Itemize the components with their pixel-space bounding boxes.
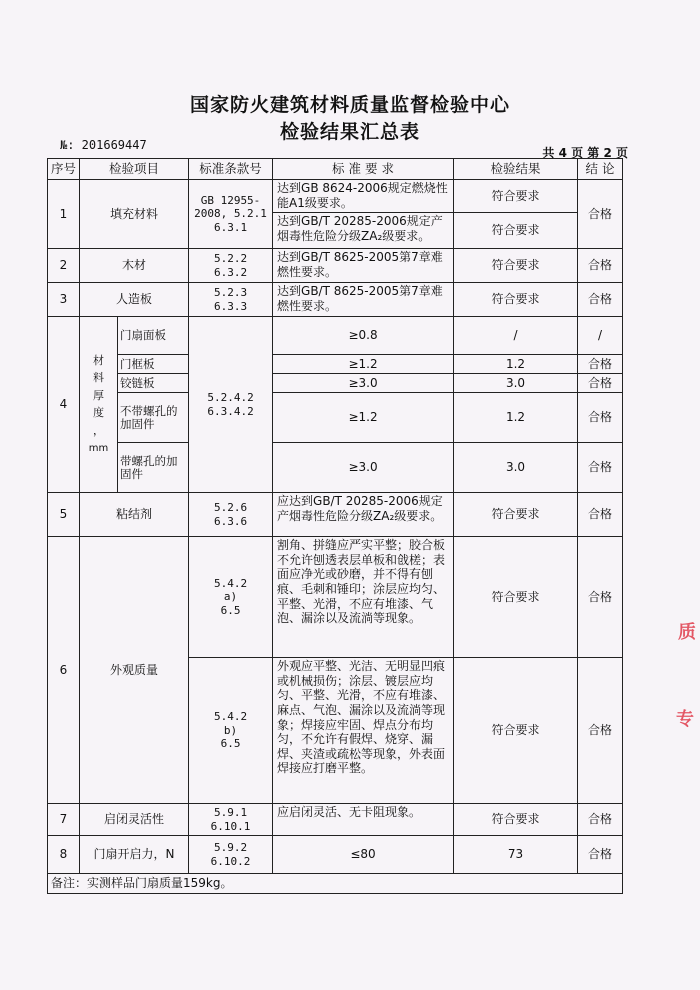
row-result: 符合要求 xyxy=(454,537,578,658)
row-requirement: 达到GB/T 8625-2005第7章难燃性要求。 xyxy=(273,249,454,283)
table-row xyxy=(48,249,623,283)
row-clause: 5.9.1 6.10.1 xyxy=(189,804,273,836)
row-requirement: 达到GB/T 8625-2005第7章难燃性要求。 xyxy=(273,283,454,317)
row-item: 启闭灵活性 xyxy=(80,804,189,836)
sub-requirement: ≥3.0 xyxy=(273,443,454,493)
table-row xyxy=(48,393,623,443)
table-row xyxy=(48,443,623,493)
sub-result: / xyxy=(454,317,578,355)
sub-conclusion: 合格 xyxy=(578,443,623,493)
row-clause: 5.9.2 6.10.2 xyxy=(189,836,273,874)
sub-result: 1.2 xyxy=(454,355,578,374)
results-table xyxy=(47,158,623,894)
stamp-char: 专 xyxy=(676,709,694,730)
row-conclusion: 合格 xyxy=(578,836,623,874)
page-info: 共 4 页 第 2 页 xyxy=(542,146,628,160)
report-title: 国家防火建筑材料质量监督检验中心 xyxy=(189,94,510,116)
row-item-label: 材 料 厚 度 ， xyxy=(93,353,104,437)
row-item: 填充材料 xyxy=(80,180,189,249)
sub-item-name: 铰链板 xyxy=(118,374,189,393)
row-conclusion: 合格 xyxy=(578,658,623,804)
table-row xyxy=(48,493,623,537)
col-header-clause: 标准条款号 xyxy=(189,159,273,180)
table-row xyxy=(48,374,623,393)
sub-item-name: 门框板 xyxy=(118,355,189,374)
sub-requirement: ≥1.2 xyxy=(273,355,454,374)
row-clause: 5.4.2 a) 6.5 xyxy=(189,537,273,658)
row-item: 人造板 xyxy=(80,283,189,317)
row-conclusion: 合格 xyxy=(578,249,623,283)
row-clause: 5.4.2 b) 6.5 xyxy=(189,658,273,804)
header-row xyxy=(48,159,623,180)
row-clause: 5.2.2 6.3.2 xyxy=(189,249,273,283)
row-result: 73 xyxy=(454,836,578,874)
sub-result: 3.0 xyxy=(454,443,578,493)
row-item-unit: mm xyxy=(88,443,109,455)
table-row xyxy=(48,180,623,213)
row-requirement: 应启闭灵活、无卡阻现象。 xyxy=(273,804,454,836)
row-no: 5 xyxy=(48,493,80,537)
col-header-requirement: 标 准 要 求 xyxy=(273,159,454,180)
row-no: 7 xyxy=(48,804,80,836)
row-conclusion: 合格 xyxy=(578,283,623,317)
row-result: 符合要求 xyxy=(454,283,578,317)
row-clause: GB 12955-2008, 5.2.1 6.3.1 xyxy=(189,180,273,249)
sub-conclusion: 合格 xyxy=(578,355,623,374)
row-conclusion: 合格 xyxy=(578,804,623,836)
sub-requirement: ≥0.8 xyxy=(273,317,454,355)
row-item: 木材 xyxy=(80,249,189,283)
table-row xyxy=(48,804,623,836)
row-result: 符合要求 xyxy=(454,804,578,836)
row-item xyxy=(80,317,118,493)
sub-item-name: 带螺孔的加固件 xyxy=(118,443,189,493)
col-header-item: 检验项目 xyxy=(80,159,189,180)
row-conclusion: 合格 xyxy=(578,493,623,537)
table-row xyxy=(48,355,623,374)
sub-requirement: ≥1.2 xyxy=(273,393,454,443)
sub-item-name: 不带螺孔的加固件 xyxy=(118,393,189,443)
row-conclusion: 合格 xyxy=(578,180,623,249)
row-no: 2 xyxy=(48,249,80,283)
row-requirement: 应达到GB/T 20285-2006规定产烟毒性危险分级ZA₂级要求。 xyxy=(273,493,454,537)
stamp-char: 质 xyxy=(678,622,696,643)
row-item: 门扇开启力，N xyxy=(80,836,189,874)
table-row xyxy=(48,537,623,658)
row-requirement: 达到GB/T 20285-2006规定产烟毒性危险分级ZA₂级要求。 xyxy=(273,213,454,249)
row-clause: 5.2.6 6.3.6 xyxy=(189,493,273,537)
col-header-no: 序号 xyxy=(48,159,80,180)
sub-conclusion: / xyxy=(578,317,623,355)
row-result: 符合要求 xyxy=(454,213,578,249)
row-item: 外观质量 xyxy=(80,537,189,804)
report-subtitle: 检验结果汇总表 xyxy=(279,121,420,143)
sub-requirement: ≥3.0 xyxy=(273,374,454,393)
col-header-result: 检验结果 xyxy=(454,159,578,180)
table-row xyxy=(48,836,623,874)
row-no: 4 xyxy=(48,317,80,493)
row-requirement: 达到GB 8624-2006规定燃烧性能A1级要求。 xyxy=(273,180,454,213)
row-item: 粘结剂 xyxy=(80,493,189,537)
row-clause: 5.2.4.2 6.3.4.2 xyxy=(189,317,273,493)
row-requirement: 外观应平整、光洁、无明显凹痕或机械损伤；涂层、镀层应均匀、平整、光滑，不应有堆漆、麻点、气泡、漏涂以及流淌等现象；焊接应牢固、焊点分布均匀，不允许有假焊、烧穿、漏焊、夹渣或疏松等现象，外表面焊接应打磨平整。 xyxy=(273,658,454,804)
row-result: 符合要求 xyxy=(454,180,578,213)
row-requirement: ≤80 xyxy=(273,836,454,874)
table-row xyxy=(48,317,623,355)
sub-result: 3.0 xyxy=(454,374,578,393)
sub-conclusion: 合格 xyxy=(578,393,623,443)
report-number: №: 201669447 xyxy=(60,138,147,152)
note: 备注：实测样品门扇质量159kg。 xyxy=(48,874,623,894)
row-no: 3 xyxy=(48,283,80,317)
note-row xyxy=(48,874,623,894)
red-seal-fragment xyxy=(672,600,700,760)
col-header-conclusion: 结 论 xyxy=(578,159,623,180)
row-result: 符合要求 xyxy=(454,493,578,537)
sub-result: 1.2 xyxy=(454,393,578,443)
row-result: 符合要求 xyxy=(454,249,578,283)
row-no: 6 xyxy=(48,537,80,804)
row-requirement: 割角、拼缝应严实平整；胶合板不允许刨透表层单板和戗槎；表面应净光或砂磨，并不得有刨痕、毛刺和锤印；涂层应均匀、平整、光滑，不应有堆漆、气泡、漏涂以及流淌等现象。 xyxy=(273,537,454,658)
sub-item-name: 门扇面板 xyxy=(118,317,189,355)
table-row xyxy=(48,283,623,317)
row-no: 1 xyxy=(48,180,80,249)
row-no: 8 xyxy=(48,836,80,874)
row-result: 符合要求 xyxy=(454,658,578,804)
row-conclusion: 合格 xyxy=(578,537,623,658)
sub-conclusion: 合格 xyxy=(578,374,623,393)
row-clause: 5.2.3 6.3.3 xyxy=(189,283,273,317)
